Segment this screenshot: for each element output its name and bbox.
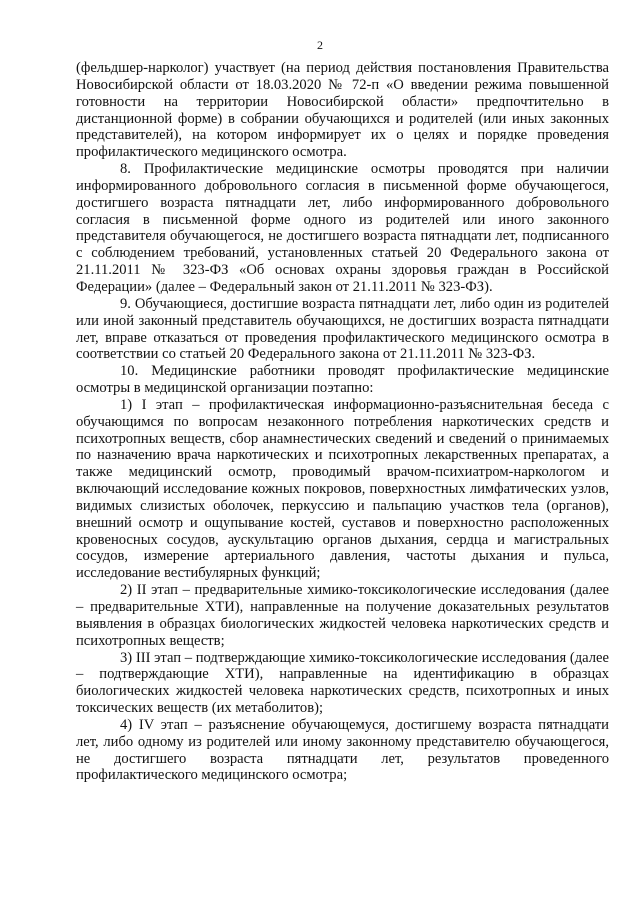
paragraph-continuation: (фельдшер-нарколог) участвует (на период действия постановления Правительства Новосибирской области от 18.03.2020 № 72-п «О введении режима повышенной готовности на территории Новосибирской области» предпочтительно в дистанционной форме) в собрании обучающихся и родителей (или иных законных представителей), на котором информирует их о целях и порядке проведения профилактического медицинского осмотра. — [76, 60, 609, 161]
paragraph-10: 10. Медицинские работники проводят профилактические медицинские осмотры в медицинской организации поэтапно: — [76, 363, 609, 397]
document-body — [76, 60, 609, 784]
paragraph-9: 9. Обучающиеся, достигшие возраста пятнадцати лет, либо один из родителей или иной законный представитель обучающихся, не достигших возраста пятнадцати лет, вправе отказаться от проведения профилактического медицинского осмотра в соответствии со статьей 20 Федерального закона от 21.11.2011 № 323-ФЗ. — [76, 295, 609, 363]
list-item-stage-1: 1) I этап – профилактическая информационно-разъяснительная беседа с обучающимся по вопросам незаконного потребления наркотических средств и психотропных веществ, сбор анамнестических сведений и сведений о принимаемых по назначению врача наркотических и психотропных лекарственных препаратах, а также медицинский осмотр, проводимый врачом-психиатром-наркологом и включающий исследование кожных покровов, поверхностных лимфатических узлов, видимых слизистых оболочек, перкуссию и пальпацию участков тела (органов), внешний осмотр и ощупывание костей, суставов и поверхностно расположенных кровеносных сосудов, аускультацию органов дыхания, сердца и магистральных сосудов, измерение артериального давления, частоты дыхания и пульса, исследование вестибулярных функций; — [76, 396, 609, 582]
paragraph-8: 8. Профилактические медицинские осмотры проводятся при наличии информированного добровольного согласия в письменной форме обучающегося, достигшего возраста пятнадцати лет, либо информированного добровольного согласия в письменной форме одного из родителей или иного законного представителя обучающегося, не достигшего возраста пятнадцати лет, подписанного с соблюдением требований, установленных статьей 20 Федерального закона от 21.11.2011 № 323-ФЗ «Об основах охраны здоровья граждан в Российской Федерации» (далее – Федеральный закон от 21.11.2011 № 323-ФЗ). — [76, 161, 609, 295]
page-number: 2 — [317, 38, 323, 52]
list-item-stage-4: 4) IV этап – разъяснение обучающемуся, достигшему возраста пятнадцати лет, либо одному из родителей или иному законному представителю обучающегося, не достигшего возраста пятнадцати лет, результатов проведенного профилактического медицинского осмотра; — [76, 716, 609, 784]
list-item-stage-2: 2) II этап – предварительные химико-токсикологические исследования (далее – предварительные ХТИ), направленные на получение доказательных результатов выявления в образцах биологических жидкостей человека наркотических средств и психотропных веществ; — [76, 582, 609, 649]
list-item-stage-3: 3) III этап – подтверждающие химико-токсикологические исследования (далее – подтверждающие ХТИ), направленные на идентификацию в образцах биологических жидкостей человека наркотических средств, психотропных и иных токсических веществ (их метаболитов); — [76, 649, 609, 717]
